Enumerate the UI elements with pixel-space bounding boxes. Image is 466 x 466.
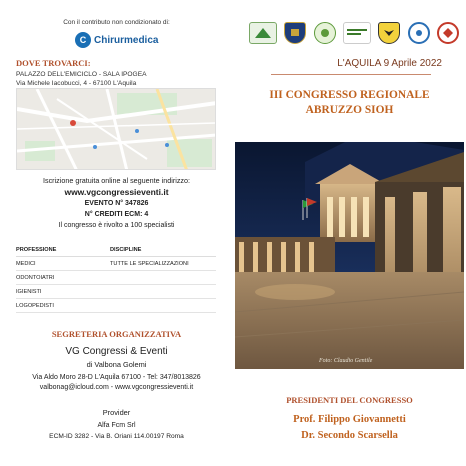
col-header-profession: PROFESSIONE [16,244,110,257]
registration-website-link[interactable]: www.vgcongressieventi.it [64,187,169,197]
right-panel [233,0,466,466]
congress-title-line-1: III CONGRESSO REGIONALE [269,89,430,101]
where-line-2: Via Michele Iacobucci, 4 - 67100 L'Aquila [16,80,137,87]
discipline-cell [110,299,216,313]
col-header-discipline: DISCIPLINE [110,244,216,257]
eagle-crest-logo-icon [378,22,400,44]
secretariat-contacts [0,373,233,392]
divider [271,74,431,75]
regione-logo-icon [249,22,277,44]
society-logo-icon [314,22,336,44]
society-text-logo-icon [343,22,371,44]
red-emblem-logo-icon [437,22,459,44]
congress-title-line-2: ABRUZZO SIOH [305,104,394,116]
partner-logos [249,20,459,46]
secretariat-title: SEGRETERIA ORGANIZZATIVA [51,329,182,339]
congress-title [233,88,466,118]
professions-header-row [16,244,216,257]
sponsor-logo [75,32,158,48]
profession-cell: ODONTOIATRI [16,271,110,285]
map-pin-icon [70,120,76,126]
presidents-title: PRESIDENTI DEL CONGRESSO [286,395,413,405]
shield-logo-icon [284,22,306,44]
provider-title: Provider [102,408,131,417]
table-row [16,257,216,271]
aquila-logo-icon [408,22,430,44]
discipline-cell: TUTTE LE SPECIALIZZAZIONI [110,257,216,271]
secretariat-address: Via Aldo Moro 28-D L'Aquila 67100 - Tel: 347/8013826 [32,374,201,381]
attendee-limit: Il congresso è rivolto a 100 specialisti [58,222,175,229]
secretariat-email[interactable]: valbonag@icloud.com - www.vgcongressieventi.it [39,383,194,391]
map-graphic [17,89,216,170]
professions-table [16,244,216,313]
secretariat-sub: di Valbona Golemi [86,360,147,369]
registration-block [0,176,233,230]
discipline-cell [110,271,216,285]
event-date: L'AQUILA 9 Aprile 2022 [337,58,442,69]
table-row [16,271,216,285]
provider-name: Alfa Fcm Srl [97,422,136,429]
where-line-1: PALAZZO DELL'EMICICLO - SALA IPOGEA [16,71,147,78]
secretariat-name: VG Congressi & Eventi [65,346,168,357]
registration-line: Iscrizione gratuita online al seguente indirizzo: [42,176,191,185]
event-number: EVENTO N° 347826 [84,200,149,207]
president-1: Prof. Filippo Giovannetti [293,414,406,425]
profession-cell: LOGOPEDISTI [16,299,110,313]
location-map[interactable] [16,88,216,170]
ecm-credits: N° CREDITI ECM: 4 [84,211,149,218]
chirurmedica-logo-icon: C [75,32,91,48]
where-address [16,70,147,88]
profession-cell: IGIENISTI [16,285,110,299]
venue-photo [235,142,464,369]
president-2: Dr. Secondo Scarsella [301,430,398,441]
table-row [16,285,216,299]
provider-address: ECM-ID 3282 - Via B. Oriani 114.00197 Roma [49,433,184,440]
where-title: DOVE TROVARCI: [16,58,91,68]
sponsor-name: Chirurmedica [94,34,159,46]
venue-photo-graphic [235,142,464,369]
sponsor-note: Con il contributo non condizionato di: [63,19,170,26]
photo-watermark: Foto: Claudio Gentile [319,358,373,364]
profession-cell: MEDICI [16,257,110,271]
discipline-cell [110,285,216,299]
table-row [16,299,216,313]
